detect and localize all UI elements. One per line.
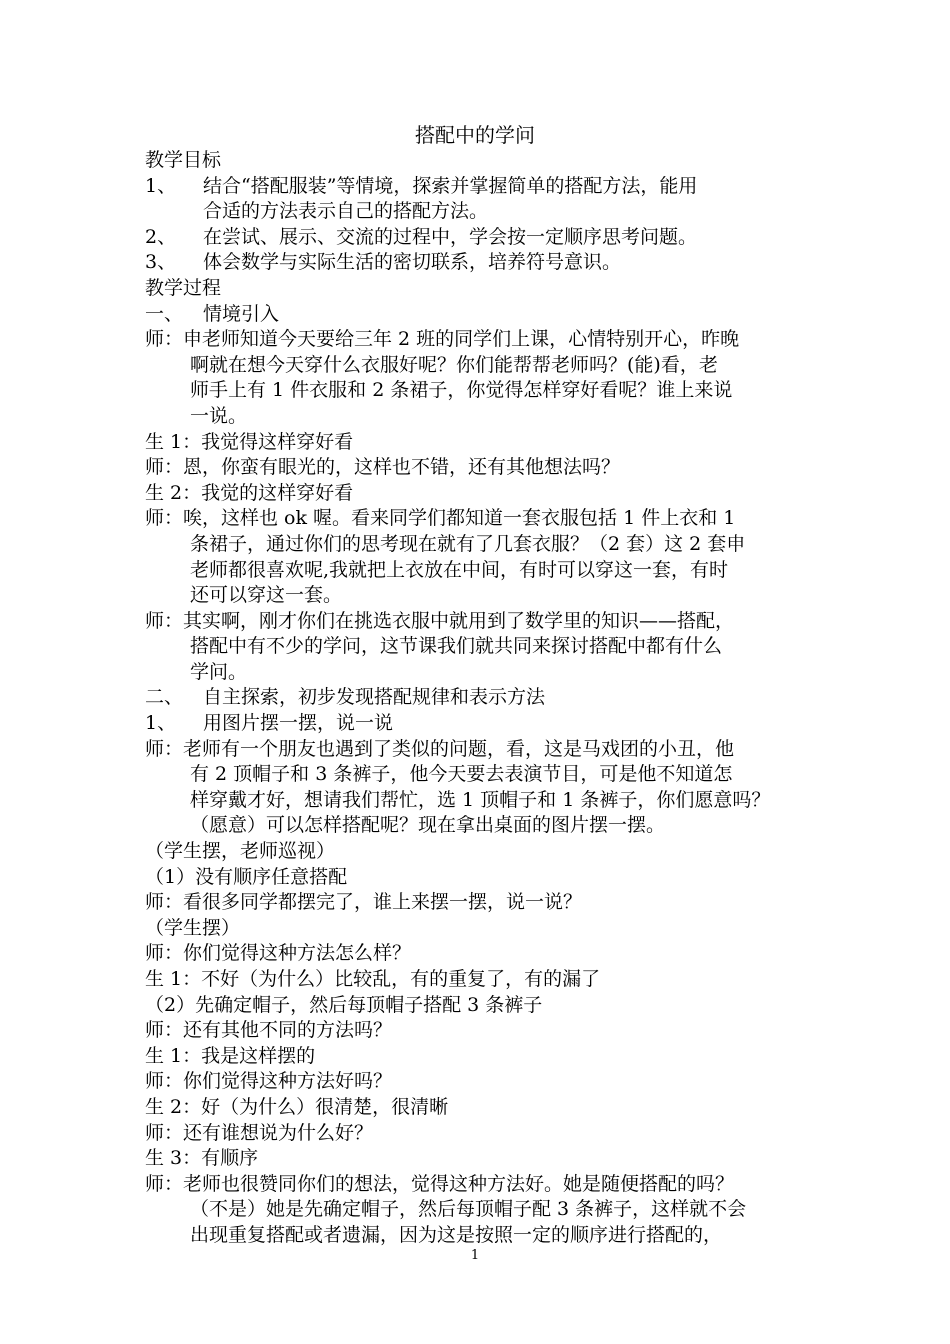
- document-body: [145, 148, 830, 1249]
- dialogue-continuation: 学问。: [190, 660, 248, 683]
- dialogue-continuation: 出现重复搭配或者遗漏，因为这是按照一定的顺序进行搭配的，: [190, 1223, 723, 1246]
- dialogue-line: （1）没有顺序任意搭配: [145, 865, 348, 888]
- dialogue-continuation: （愿意）可以怎样搭配呢？现在拿出桌面的图片摆一摆。: [190, 814, 666, 837]
- numbered-item: [145, 685, 830, 711]
- dialogue-line: 师：其实啊，刚才你们在挑选衣服中就用到了数学里的知识——搭配，: [145, 609, 735, 632]
- numbered-item: [145, 174, 830, 200]
- dialogue-line: 师：你们觉得这种方法怎么样？: [145, 942, 412, 965]
- dialogue-line: （学生摆，老师巡视）: [145, 840, 336, 863]
- dialogue-line: 师：还有其他不同的方法吗？: [145, 1019, 393, 1042]
- dialogue-line: 师：恩，你蛮有眼光的，这样也不错，还有其他想法吗？: [145, 456, 621, 479]
- item-text: 用图片摆一摆，说一说: [203, 712, 394, 735]
- numbered-item: [145, 250, 830, 276]
- dialogue-line: 师：看很多同学都摆完了，谁上来摆一摆，说一说？: [145, 891, 583, 914]
- dialogue-line: 师：老师有一个朋友也遇到了类似的问题，看，这是马戏团的小丑，他: [145, 737, 735, 760]
- item-text: 情境引入: [203, 302, 280, 325]
- dialogue-continuation: 老师都很喜欢呢,我就把上衣放在中间，有时可以穿这一套，有时: [190, 558, 729, 581]
- dialogue-line: 生 3：有顺序: [145, 1147, 259, 1170]
- item-number: 3、: [145, 251, 177, 274]
- item-number: 一、: [145, 302, 184, 325]
- numbered-item: [145, 225, 830, 251]
- dialogue-continuation: 一说。: [190, 404, 248, 427]
- dialogue-continuation: 条裙子，通过你们的思考现在就有了几套衣服？（2 套）这 2 套申: [190, 532, 746, 555]
- dialogue-line: 师：唉，这样也 ok 喔。看来同学们都知道一套衣服包括 1 件上衣和 1: [145, 507, 736, 530]
- dialogue-line: 生 1：我觉得这样穿好看: [145, 430, 354, 453]
- numbered-item: [145, 302, 830, 328]
- dialogue-line: 师：你们觉得这种方法好吗？: [145, 1070, 393, 1093]
- dialogue-continuation: 师手上有 1 件衣服和 2 条裙子，你觉得怎样穿好看呢？谁上来说: [190, 379, 733, 402]
- section-heading: 教学过程: [145, 276, 222, 299]
- item-text: 自主探索，初步发现搭配规律和表示方法: [203, 686, 546, 709]
- dialogue-line: 师：申老师知道今天要给三年 2 班的同学们上课，心情特别开心，昨晚: [145, 328, 740, 351]
- dialogue-line: （2）先确定帽子，然后每顶帽子搭配 3 条裤子: [145, 993, 543, 1016]
- section-heading: 教学目标: [145, 149, 222, 171]
- item-number: 1、: [145, 174, 177, 197]
- dialogue-continuation: 还可以穿这一套。: [190, 584, 343, 607]
- dialogue-line: （学生摆）: [145, 916, 241, 939]
- dialogue-continuation: 搭配中有不少的学问，这节课我们就共同来探讨搭配中都有什么: [190, 635, 723, 658]
- dialogue-line: 师：老师也很赞同你们的想法，觉得这种方法好。她是随便搭配的吗？: [145, 1172, 735, 1195]
- dialogue-line: 生 2：好（为什么）很清楚，很清晰: [145, 1095, 449, 1118]
- item-text: 结合“搭配服装”等情境，探索并掌握简单的搭配方法，能用: [203, 174, 698, 197]
- item-text: 体会数学与实际生活的密切联系，培养符号意识。: [203, 251, 622, 274]
- numbered-item: [145, 711, 830, 737]
- item-number: 二、: [145, 686, 184, 709]
- dialogue-continuation: （不是）她是先确定帽子，然后每顶帽子配 3 条裤子，这样就不会: [190, 1198, 747, 1221]
- item-number: 1、: [145, 712, 177, 735]
- page-number: 1: [470, 1248, 480, 1263]
- dialogue-line: 师：还有谁想说为什么好？: [145, 1121, 374, 1144]
- item-continuation: 合适的方法表示自己的搭配方法。: [203, 200, 489, 223]
- dialogue-continuation: 啊就在想今天穿什么衣服好呢？你们能帮帮老师吗？(能)看，老: [190, 353, 718, 376]
- dialogue-continuation: 样穿戴才好，想请我们帮忙，选 1 顶帽子和 1 条裤子，你们愿意吗？: [190, 788, 771, 811]
- dialogue-continuation: 有 2 顶帽子和 3 条裤子，他今天要去表演节目，可是他不知道怎: [190, 763, 733, 786]
- item-number: 2、: [145, 225, 177, 248]
- document-title: 搭配中的学问: [415, 123, 535, 147]
- dialogue-line: 生 1：不好（为什么）比较乱，有的重复了，有的漏了: [145, 968, 601, 990]
- dialogue-line: 生 1：我是这样摆的: [145, 1044, 316, 1067]
- dialogue-line: 生 2：我觉的这样穿好看: [145, 481, 354, 504]
- item-text: 在尝试、展示、交流的过程中，学会按一定顺序思考问题。: [203, 225, 698, 248]
